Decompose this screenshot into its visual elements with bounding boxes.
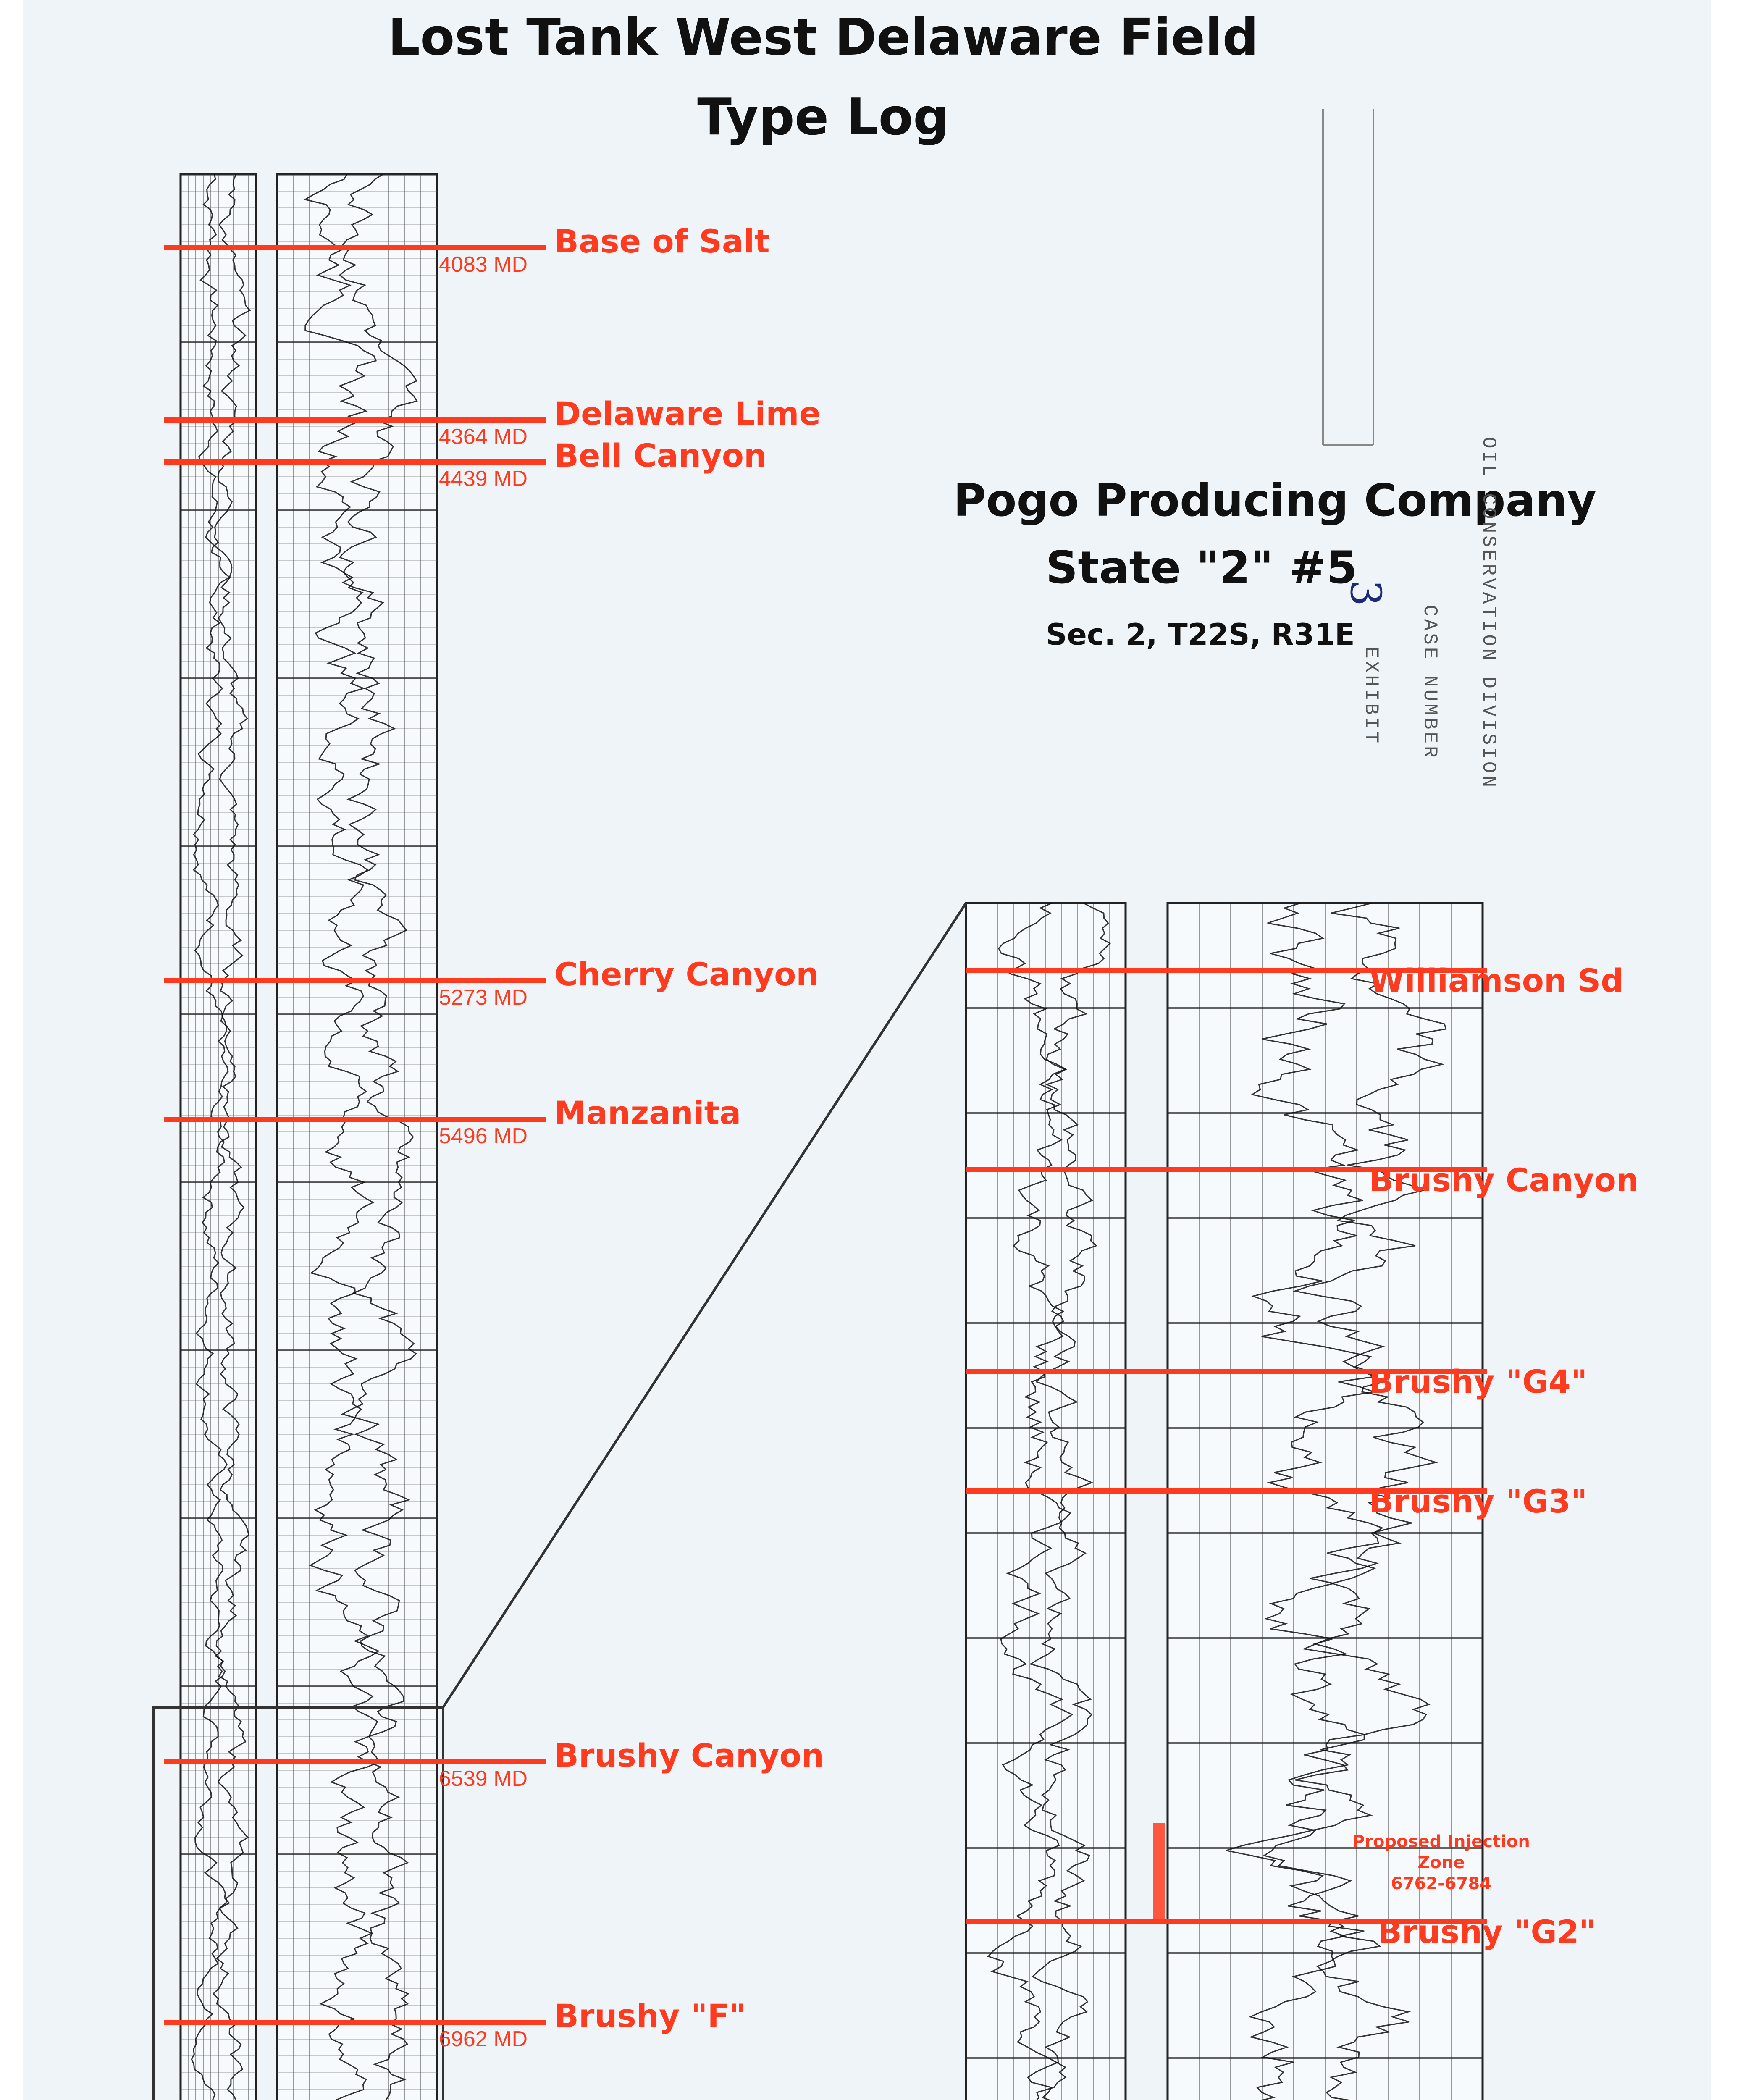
type-log-top-name: Bell Canyon (554, 437, 767, 474)
division-label: OIL CONSERVATION DIVISION (1478, 437, 1499, 790)
well-location: Sec. 2, T22S, R31E (1046, 617, 1355, 652)
type-log-top-depth: 5273 MD (439, 985, 528, 1010)
type-log-top-name: Base of Salt (554, 223, 770, 260)
document-subtitle: Type Log (697, 88, 949, 147)
injection-zone-1-line3: 6762-6784 (1391, 1874, 1492, 1893)
detail-log-top-name: Brushy "G3" (1369, 1483, 1588, 1520)
type-log-top-name: Cherry Canyon (554, 956, 819, 993)
detail-log-top-name: Brushy Canyon (1369, 1161, 1639, 1199)
document-title: Lost Tank West Delaware Field (388, 8, 1259, 67)
well-name: State "2" #5 (1046, 542, 1357, 593)
type-log-top-name: Brushy "F" (554, 1997, 746, 2034)
type-log-top-depth: 5496 MD (439, 1124, 528, 1148)
company-name: Pogo Producing Company (953, 475, 1596, 526)
type-log-top-name: Delaware Lime (554, 395, 821, 432)
type-log-top-depth: 4439 MD (439, 467, 528, 491)
type-log-top-depth: 4364 MD (439, 425, 528, 449)
exhibit-number: 3 (1341, 580, 1390, 606)
type-log-top-depth: 4083 MD (439, 252, 528, 277)
type-log-top-depth: 6962 MD (439, 2027, 528, 2051)
detail-log-top-name: Brushy "G4" (1369, 1363, 1588, 1400)
type-log-top-name: Brushy Canyon (554, 1737, 824, 1774)
injection-zone-1-line2: Zone (1418, 1853, 1465, 1872)
injection-zone-label-1 (1352, 1831, 1530, 1894)
case-number-label: CASE NUMBER (1419, 605, 1441, 760)
type-log-top-depth: 6539 MD (439, 1767, 528, 1791)
exhibit-label: EXHIBIT (1360, 647, 1382, 746)
detail-log-top-name: Williamson Sd (1369, 962, 1624, 999)
injection-zone-1-line1: Proposed Injection (1352, 1832, 1530, 1851)
type-log-top-name: Manzanita (554, 1094, 741, 1131)
injection-zone-bar-1 (1153, 1823, 1166, 1919)
detail-log-top-name: Brushy "G2" (1378, 1913, 1596, 1950)
